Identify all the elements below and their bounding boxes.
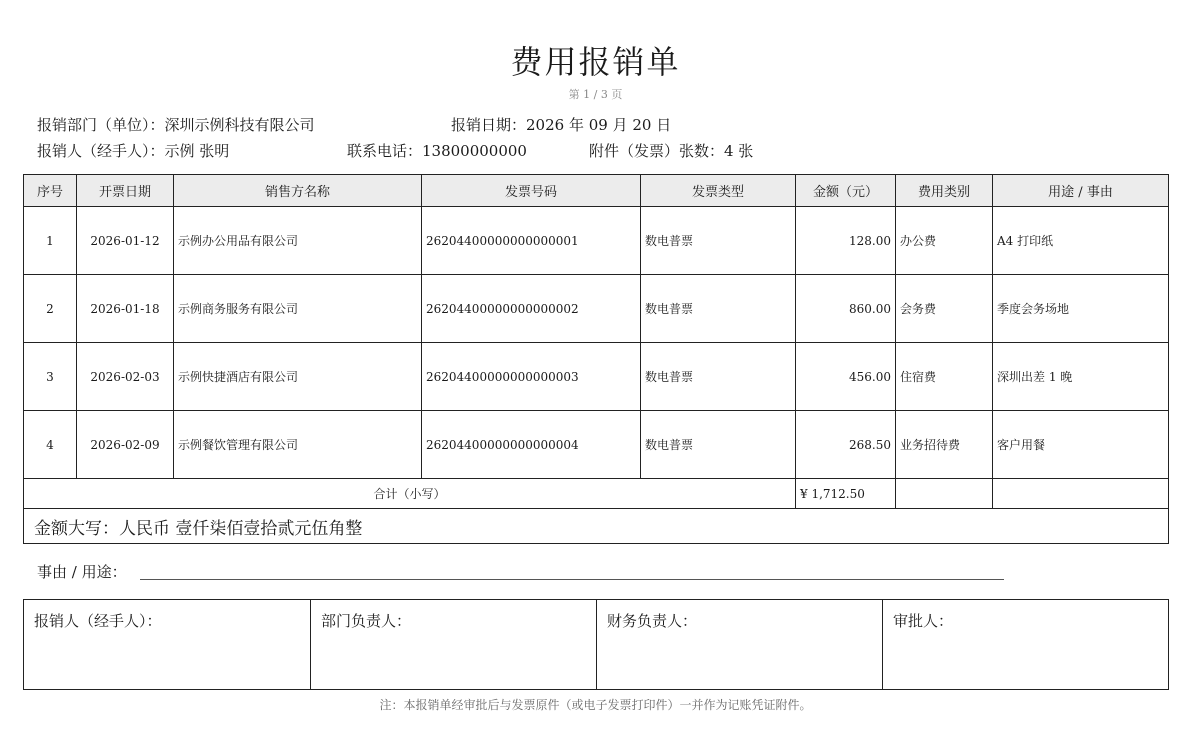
signature-claimant: 报销人（经手人）： — [24, 600, 311, 690]
expense-table — [23, 174, 1169, 544]
cell-category: 住宿费 — [896, 343, 993, 411]
cell-purpose: A4 打印纸 — [993, 207, 1169, 275]
document-title: 费用报销单 — [510, 43, 681, 81]
cell-no: 2 — [24, 275, 77, 343]
signature-finance-head: 财务负责人： — [597, 600, 883, 690]
header-invoice-no: 发票号码 — [422, 175, 641, 207]
header-seller: 销售方名称 — [174, 175, 422, 207]
cell-seller: 示例快捷酒店有限公司 — [174, 343, 422, 411]
cell-date: 2026-02-03 — [77, 343, 174, 411]
cell-seller: 示例餐饮管理有限公司 — [174, 411, 422, 479]
cell-amount: 128.00 — [796, 207, 896, 275]
signature-table — [23, 599, 1169, 690]
phone-field: 联系电话：13800000000 — [347, 142, 527, 160]
cell-date: 2026-01-18 — [77, 275, 174, 343]
cell-invoice-no: 26204400000000000004 — [422, 411, 641, 479]
cell-invoice-type: 数电普票 — [641, 207, 796, 275]
cell-invoice-type: 数电普票 — [641, 275, 796, 343]
header-category: 费用类别 — [896, 175, 993, 207]
table-row — [24, 411, 1169, 479]
signature-dept-head: 部门负责人： — [311, 600, 597, 690]
cell-invoice-no: 26204400000000000001 — [422, 207, 641, 275]
claimant-field: 报销人（经手人）：示例 张明 — [37, 142, 230, 160]
header-amount: 金额（元） — [796, 175, 896, 207]
cell-seller: 示例办公用品有限公司 — [174, 207, 422, 275]
footer-note: 注：本报销单经审批后与发票原件（或电子发票打印件）一并作为记账凭证附件。 — [379, 698, 812, 712]
cell-seller: 示例商务服务有限公司 — [174, 275, 422, 343]
cell-purpose: 季度会务场地 — [993, 275, 1169, 343]
table-header-row — [24, 175, 1169, 207]
table-row — [24, 343, 1169, 411]
total-value: ¥ 1,712.50 — [796, 479, 896, 509]
cell-amount: 860.00 — [796, 275, 896, 343]
total-label: 合计（小写） — [24, 479, 796, 509]
total-row — [24, 479, 1169, 509]
header-invoice-type: 发票类型 — [641, 175, 796, 207]
cell-no: 1 — [24, 207, 77, 275]
header-no: 序号 — [24, 175, 77, 207]
total-empty-cell — [993, 479, 1169, 509]
cell-date: 2026-01-12 — [77, 207, 174, 275]
cell-category: 会务费 — [896, 275, 993, 343]
cell-category: 业务招待费 — [896, 411, 993, 479]
page-indicator: 第 1 / 3 页 — [568, 88, 623, 101]
cell-date: 2026-02-09 — [77, 411, 174, 479]
amount-in-words-row — [24, 509, 1169, 544]
cell-purpose: 深圳出差 1 晚 — [993, 343, 1169, 411]
cell-amount: 268.50 — [796, 411, 896, 479]
date-field: 报销日期：2026 年 09 月 20 日 — [451, 116, 672, 134]
total-empty-cell — [896, 479, 993, 509]
purpose-underline — [140, 579, 1004, 580]
amount-in-words: 金额大写：人民币 壹仟柒佰壹拾贰元伍角整 — [24, 509, 1169, 544]
purpose-label: 事由 / 用途： — [37, 563, 127, 581]
table-row — [24, 207, 1169, 275]
header-date: 开票日期 — [77, 175, 174, 207]
table-row — [24, 275, 1169, 343]
cell-no: 3 — [24, 343, 77, 411]
cell-invoice-no: 26204400000000000002 — [422, 275, 641, 343]
cell-invoice-type: 数电普票 — [641, 411, 796, 479]
department-field: 报销部门（单位）：深圳示例科技有限公司 — [37, 116, 315, 134]
signature-approver: 审批人： — [883, 600, 1169, 690]
signature-row — [24, 600, 1169, 690]
cell-category: 办公费 — [896, 207, 993, 275]
cell-amount: 456.00 — [796, 343, 896, 411]
cell-no: 4 — [24, 411, 77, 479]
cell-invoice-type: 数电普票 — [641, 343, 796, 411]
cell-purpose: 客户用餐 — [993, 411, 1169, 479]
attachments-field: 附件（发票）张数：4 张 — [589, 142, 754, 160]
header-purpose: 用途 / 事由 — [993, 175, 1169, 207]
cell-invoice-no: 26204400000000000003 — [422, 343, 641, 411]
